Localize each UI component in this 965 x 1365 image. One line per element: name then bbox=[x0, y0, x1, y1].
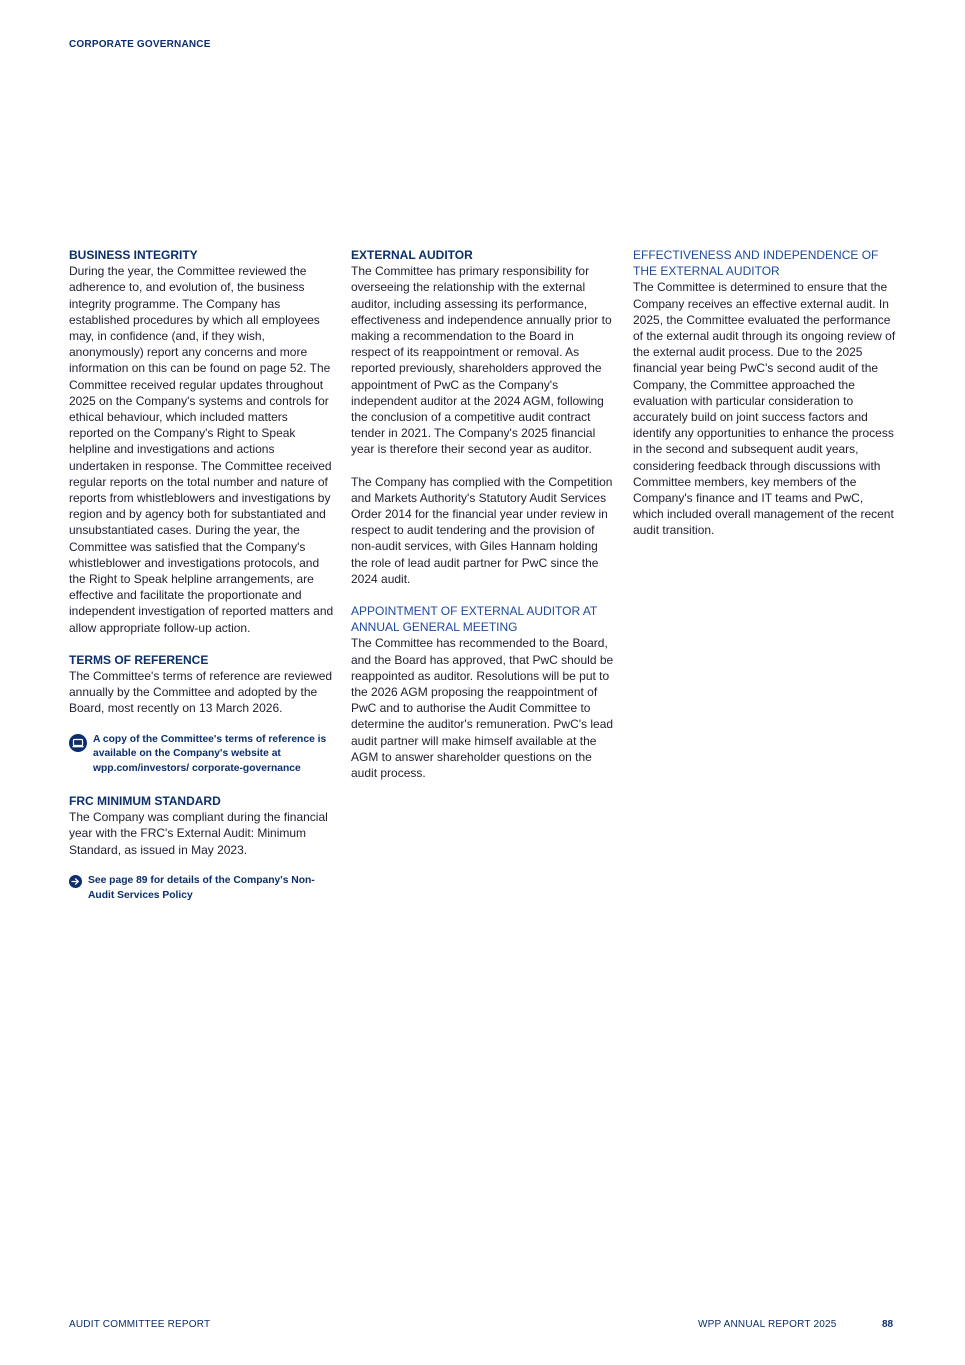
non-audit-policy-note[interactable] bbox=[69, 874, 335, 904]
external-auditor-body-1: The Committee has primary responsibility for overseeing the relationship with the external auditor, including assessing its performance, effectiveness and independence annually prior to making a recommendation to the Board in respect of its reappointment or removal. As reported previously, shareholders approved the appointment of PwC as the Company's independent auditor at the 2024 AGM, following the conclusion of a competitive audit contract tender in 2021. The Company's 2025 financial year is therefore their second year as auditor. bbox=[351, 264, 612, 457]
non-audit-policy-note-text: See page 89 for details of the Company's Non-Audit Services Policy bbox=[88, 874, 315, 901]
footer-publication: WPP ANNUAL REPORT 2025 bbox=[698, 1319, 837, 1330]
column-right bbox=[633, 247, 897, 539]
business-integrity-heading: BUSINESS INTEGRITY bbox=[69, 248, 198, 262]
arrow-right-icon bbox=[69, 875, 82, 894]
appointment-body: The Committee has recommended to the Board, and the Board has approved, that PwC should be reappointed as auditor. Resolutions will be put to the 2026 AGM proposing the reappointment of PwC and to authorise the Audit Committee to determine the auditor's remuneration. PwC's lead audit partner will make himself available at the AGM to answer shareholder questions on the audit process. bbox=[351, 636, 614, 781]
appointment-heading: APPOINTMENT OF EXTERNAL AUDITOR AT ANNUAL GENERAL MEETING bbox=[351, 604, 598, 635]
page-number: 88 bbox=[882, 1319, 894, 1330]
terms-of-reference-note[interactable] bbox=[69, 733, 335, 777]
frc-heading: FRC MINIMUM STANDARD bbox=[69, 794, 221, 809]
column-middle bbox=[351, 247, 615, 781]
external-auditor-heading: EXTERNAL AUDITOR bbox=[351, 248, 473, 262]
effectiveness-body: The Committee is determined to ensure that the Company receives an effective external audit. In 2025, the Committee evaluated the performance of the external audit through its ongoing review of the external audit process. Due to the 2025 financial year being PwC's second audit of the Company, the Committee approached the evaluation with particular consideration to accurately build on joint success factors and identify any opportunities to enhance the process in the second and subsequent audit years, considering feedback through discussions with Committee members, key members of the Company's finance and IT teams and PwC, which included overall management of the recent audit transition. bbox=[633, 280, 896, 538]
frc-body: The Company was compliant during the financial year with the FRC's External Audit: Minimum Standard, as issued in May 2023. bbox=[69, 810, 328, 857]
business-integrity-body: During the year, the Committee reviewed the adherence to, and evolution of, the business integrity programme. The Company has established procedures by which all employees may, in confidence (and, if they wish, anonymously) report any concerns and more information on this can be found on page 52. The Committee received regular updates throughout 2025 on the Company's systems and controls for ethical behaviour, which included matters reported on the Company's Right to Speak helpline and investigations and actions undertaken in response. The Committee received regular reports on the total number and nature of reports from whistleblowers and investigations by region and by agency both for substantiated and unsubstantiated cases. During the year, the Committee was satisfied that the Company's whistleblower and investigations protocols, and the Right to Speak helpline arrangements, are effective and facilitate the proportionate and independent investigation of reported matters and allow appropriate follow-up action. bbox=[69, 264, 334, 635]
effectiveness-heading: EFFECTIVENESS AND INDEPENDENCE OF THE EXTERNAL AUDITOR bbox=[633, 248, 879, 279]
terms-of-reference-note-text: A copy of the Committee's terms of reference is available on the Company's website at wpp.com/investors/ corporate-governance bbox=[93, 733, 327, 775]
section-label: CORPORATE GOVERNANCE bbox=[69, 39, 211, 50]
terms-of-reference-body: The Committee's terms of reference are reviewed annually by the Committee and adopted by the Board, most recently on 13 March 2026. bbox=[69, 669, 333, 716]
footer-report-title: AUDIT COMMITTEE REPORT bbox=[69, 1319, 211, 1330]
external-auditor-body-2: The Company has complied with the Competition and Markets Authority's Statutory Audit Services Order 2014 for the financial year under review in respect to audit tendering and the provision of non-audit services, with Giles Hannam holding the role of lead audit partner for PwC since the 2024 audit. bbox=[351, 474, 613, 586]
laptop-icon bbox=[69, 734, 87, 758]
terms-of-reference-heading: TERMS OF REFERENCE bbox=[69, 652, 209, 667]
column-left bbox=[69, 247, 335, 903]
